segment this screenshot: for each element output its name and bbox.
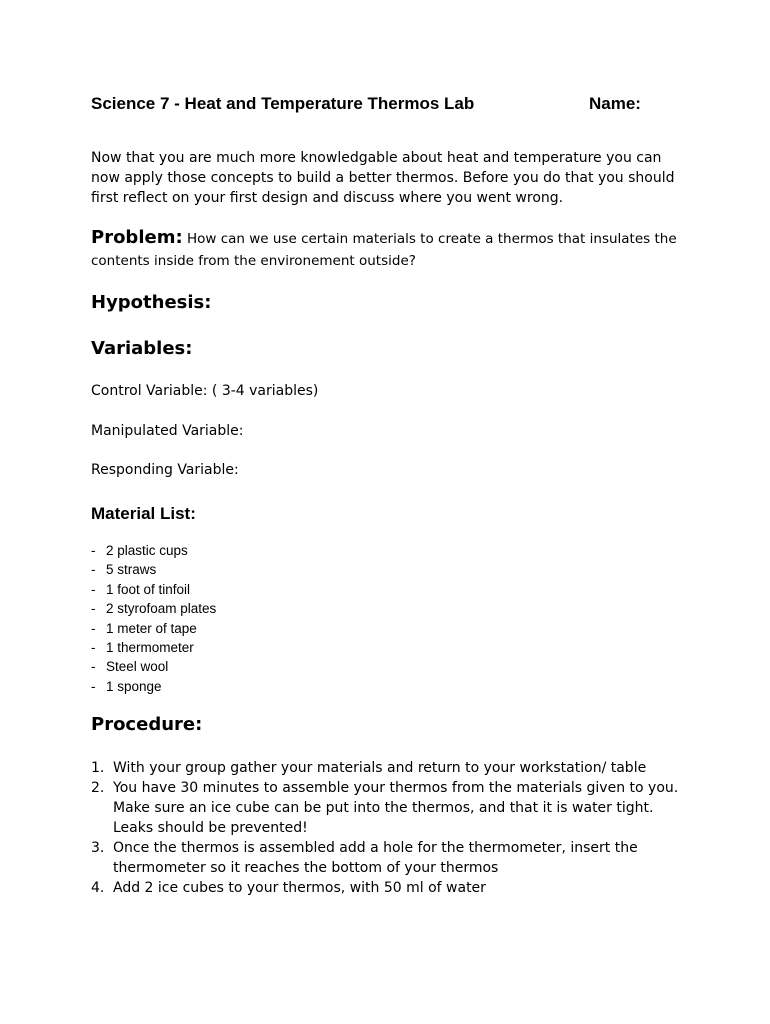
material-list: [91, 541, 216, 696]
procedure-step: [91, 778, 691, 838]
step-text: With your group gather your materials and return to your workstation/ table: [113, 760, 647, 776]
material-item: 1 sponge: [106, 678, 162, 694]
list-item: [91, 580, 216, 599]
problem-text: How can we use certain materials to create a thermos that insulates the contents inside from the environement outside?: [91, 231, 677, 269]
problem-section: [91, 227, 681, 272]
step-text: Add 2 ice cubes to your thermos, with 50 ml of water: [113, 880, 486, 896]
step-number: 4.: [91, 880, 105, 896]
material-item: 1 foot of tinfoil: [106, 581, 191, 597]
material-item: 5 straws: [106, 562, 157, 578]
manipulated-variable-label: Manipulated Variable:: [91, 423, 244, 439]
intro-paragraph: Now that you are much more knowledgable about heat and temperature you can now apply those concepts to build a better thermos. Before you do that you should first reflect on your first design and discuss where you went wrong.: [91, 150, 675, 206]
list-bullet: -: [91, 601, 96, 617]
name-label: Name:: [589, 94, 641, 113]
list-bullet: -: [91, 639, 96, 655]
list-item: [91, 657, 216, 676]
list-item: [91, 599, 216, 618]
step-number: 1.: [91, 760, 105, 776]
list-bullet: -: [91, 678, 96, 694]
list-item: [91, 619, 216, 638]
responding-variable-label: Responding Variable:: [91, 462, 239, 478]
variables-heading: Variables:: [91, 338, 193, 359]
list-item: [91, 638, 216, 657]
list-bullet: -: [91, 543, 96, 558]
procedure-step: [91, 878, 691, 898]
procedure-list: [91, 758, 691, 898]
material-item: 2 plastic cups: [106, 543, 188, 558]
material-item: 1 thermometer: [106, 639, 194, 655]
list-bullet: -: [91, 659, 96, 675]
list-item: [91, 560, 216, 579]
control-variable-label: Control Variable: ( 3-4 variables): [91, 383, 319, 399]
step-text: You have 30 minutes to assemble your thermos from the materials given to you. Make sure an ice cube can be put into the thermos, and that it is water tight. Leaks should be prevented!: [113, 780, 679, 836]
step-text: Once the thermos is assembled add a hole for the thermometer, insert the thermometer so it reaches the bottom of your thermos: [113, 840, 638, 876]
step-number: 2.: [91, 780, 105, 796]
list-bullet: -: [91, 581, 96, 597]
title-row: [91, 94, 691, 116]
procedure-heading: Procedure:: [91, 714, 203, 735]
problem-label: Problem:: [91, 227, 183, 248]
list-bullet: -: [91, 620, 96, 636]
list-item: [91, 541, 216, 560]
list-bullet: -: [91, 562, 96, 578]
list-item: [91, 677, 216, 696]
procedure-step: [91, 758, 691, 778]
hypothesis-heading: Hypothesis:: [91, 292, 212, 313]
material-item: 1 meter of tape: [106, 620, 197, 636]
material-list-heading: Material List:: [91, 504, 196, 523]
material-item: Steel wool: [106, 659, 169, 675]
procedure-step: [91, 838, 691, 878]
material-item: 2 styrofoam plates: [106, 601, 217, 617]
document-title: Science 7 - Heat and Temperature Thermos Lab: [91, 94, 475, 113]
step-number: 3.: [91, 840, 105, 856]
